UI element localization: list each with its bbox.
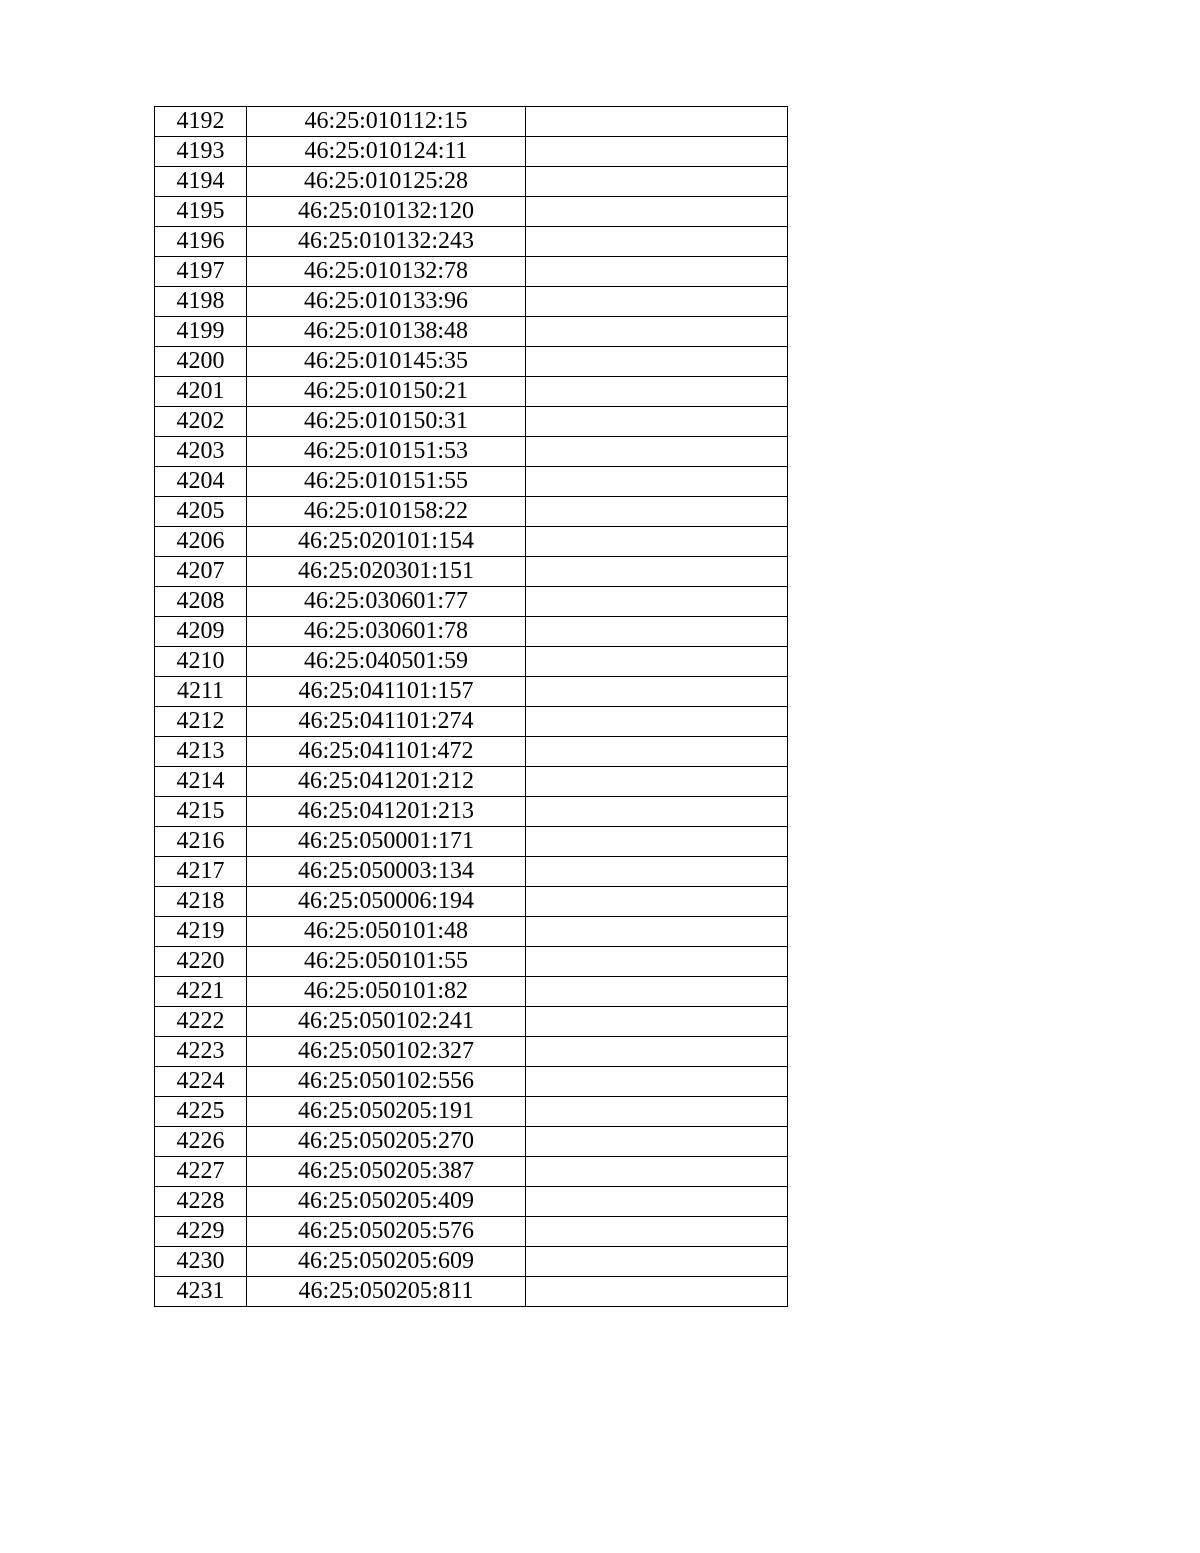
row-number-cell: 4201 [155,377,247,407]
table-row [155,947,788,977]
note-cell [526,317,788,347]
cadastral-number-cell: 46:25:010112:15 [247,107,526,137]
cadastral-number-cell: 46:25:050205:609 [247,1247,526,1277]
table-row [155,767,788,797]
table-row [155,1097,788,1127]
table-row [155,1247,788,1277]
cadastral-number-cell: 46:25:050205:387 [247,1157,526,1187]
table-row [155,197,788,227]
row-number-cell: 4212 [155,707,247,737]
cadastral-number-cell: 46:25:040501:59 [247,647,526,677]
note-cell [526,137,788,167]
cadastral-number-cell: 46:25:041201:212 [247,767,526,797]
table-row [155,1067,788,1097]
note-cell [526,257,788,287]
note-cell [526,527,788,557]
cadastral-number-cell: 46:25:050205:576 [247,1217,526,1247]
cadastral-number-cell: 46:25:020301:151 [247,557,526,587]
table-body [155,107,788,1307]
note-cell [526,1097,788,1127]
row-number-cell: 4200 [155,347,247,377]
note-cell [526,1067,788,1097]
note-cell [526,497,788,527]
row-number-cell: 4213 [155,737,247,767]
table-row [155,647,788,677]
row-number-cell: 4193 [155,137,247,167]
table-row [155,827,788,857]
cadastral-number-cell: 46:25:050102:327 [247,1037,526,1067]
table-row [155,1007,788,1037]
row-number-cell: 4220 [155,947,247,977]
table-row [155,617,788,647]
table-row [155,677,788,707]
note-cell [526,347,788,377]
row-number-cell: 4229 [155,1217,247,1247]
table-row [155,857,788,887]
row-number-cell: 4192 [155,107,247,137]
note-cell [526,737,788,767]
cadastral-number-cell: 46:25:030601:78 [247,617,526,647]
note-cell [526,827,788,857]
row-number-cell: 4205 [155,497,247,527]
cadastral-number-cell: 46:25:041101:472 [247,737,526,767]
note-cell [526,107,788,137]
cadastral-number-cell: 46:25:020101:154 [247,527,526,557]
note-cell [526,1007,788,1037]
cadastral-number-cell: 46:25:050102:556 [247,1067,526,1097]
row-number-cell: 4206 [155,527,247,557]
table-row [155,257,788,287]
row-number-cell: 4196 [155,227,247,257]
table-row [155,737,788,767]
cadastral-number-cell: 46:25:010151:55 [247,467,526,497]
cadastral-number-cell: 46:25:010138:48 [247,317,526,347]
row-number-cell: 4202 [155,407,247,437]
note-cell [526,407,788,437]
cadastral-number-cell: 46:25:030601:77 [247,587,526,617]
note-cell [526,587,788,617]
cadastral-number-cell: 46:25:010150:31 [247,407,526,437]
cadastral-number-cell: 46:25:010145:35 [247,347,526,377]
table-row [155,1187,788,1217]
row-number-cell: 4230 [155,1247,247,1277]
note-cell [526,1157,788,1187]
note-cell [526,707,788,737]
table-row [155,167,788,197]
row-number-cell: 4226 [155,1127,247,1157]
note-cell [526,1247,788,1277]
cadastral-number-cell: 46:25:050205:270 [247,1127,526,1157]
cadastral-number-cell: 46:25:050205:811 [247,1277,526,1307]
cadastral-number-cell: 46:25:010132:243 [247,227,526,257]
note-cell [526,767,788,797]
note-cell [526,287,788,317]
row-number-cell: 4209 [155,617,247,647]
row-number-cell: 4195 [155,197,247,227]
table-row [155,107,788,137]
note-cell [526,1037,788,1067]
table-row [155,317,788,347]
row-number-cell: 4219 [155,917,247,947]
table-row [155,467,788,497]
row-number-cell: 4211 [155,677,247,707]
note-cell [526,1187,788,1217]
cadastral-number-cell: 46:25:010133:96 [247,287,526,317]
table-row [155,1277,788,1307]
row-number-cell: 4216 [155,827,247,857]
table-row [155,497,788,527]
cadastral-number-cell: 46:25:050101:82 [247,977,526,1007]
cadastral-number-cell: 46:25:041101:157 [247,677,526,707]
table-row [155,437,788,467]
table-row [155,917,788,947]
note-cell [526,167,788,197]
cadastral-number-cell: 46:25:050001:171 [247,827,526,857]
cadastral-number-cell: 46:25:010125:28 [247,167,526,197]
table-row [155,347,788,377]
note-cell [526,617,788,647]
note-cell [526,1277,788,1307]
row-number-cell: 4222 [155,1007,247,1037]
note-cell [526,677,788,707]
row-number-cell: 4224 [155,1067,247,1097]
row-number-cell: 4199 [155,317,247,347]
table-row [155,1217,788,1247]
cadastral-number-cell: 46:25:010132:78 [247,257,526,287]
table-row [155,287,788,317]
row-number-cell: 4217 [155,857,247,887]
cadastral-number-cell: 46:25:010150:21 [247,377,526,407]
row-number-cell: 4227 [155,1157,247,1187]
table-row [155,977,788,1007]
row-number-cell: 4203 [155,437,247,467]
cadastral-number-cell: 46:25:050205:409 [247,1187,526,1217]
table-row [155,887,788,917]
note-cell [526,977,788,1007]
cadastral-number-cell: 46:25:050205:191 [247,1097,526,1127]
table-row [155,557,788,587]
note-cell [526,647,788,677]
note-cell [526,557,788,587]
note-cell [526,887,788,917]
cadastral-number-cell: 46:25:010124:11 [247,137,526,167]
table-row [155,227,788,257]
row-number-cell: 4210 [155,647,247,677]
row-number-cell: 4214 [155,767,247,797]
table-row [155,797,788,827]
row-number-cell: 4198 [155,287,247,317]
note-cell [526,917,788,947]
table-row [155,1157,788,1187]
cadastral-number-cell: 46:25:050102:241 [247,1007,526,1037]
note-cell [526,857,788,887]
row-number-cell: 4207 [155,557,247,587]
note-cell [526,1127,788,1157]
cadastral-number-cell: 46:25:041201:213 [247,797,526,827]
cadastral-number-cell: 46:25:010158:22 [247,497,526,527]
table-row [155,707,788,737]
row-number-cell: 4218 [155,887,247,917]
note-cell [526,377,788,407]
cadastral-number-cell: 46:25:010132:120 [247,197,526,227]
note-cell [526,467,788,497]
cadastral-table [154,106,788,1307]
row-number-cell: 4221 [155,977,247,1007]
row-number-cell: 4225 [155,1097,247,1127]
table-row [155,137,788,167]
note-cell [526,1217,788,1247]
cadastral-number-cell: 46:25:050003:134 [247,857,526,887]
note-cell [526,197,788,227]
table-row [155,527,788,557]
note-cell [526,437,788,467]
row-number-cell: 4197 [155,257,247,287]
cadastral-number-cell: 46:25:010151:53 [247,437,526,467]
row-number-cell: 4194 [155,167,247,197]
note-cell [526,947,788,977]
row-number-cell: 4204 [155,467,247,497]
cadastral-number-cell: 46:25:050006:194 [247,887,526,917]
row-number-cell: 4215 [155,797,247,827]
table-row [155,407,788,437]
note-cell [526,227,788,257]
row-number-cell: 4228 [155,1187,247,1217]
cadastral-number-cell: 46:25:050101:55 [247,947,526,977]
table-row [155,1037,788,1067]
cadastral-number-cell: 46:25:050101:48 [247,917,526,947]
table-row [155,377,788,407]
cadastral-number-cell: 46:25:041101:274 [247,707,526,737]
table-row [155,587,788,617]
table-row [155,1127,788,1157]
row-number-cell: 4208 [155,587,247,617]
row-number-cell: 4231 [155,1277,247,1307]
row-number-cell: 4223 [155,1037,247,1067]
note-cell [526,797,788,827]
